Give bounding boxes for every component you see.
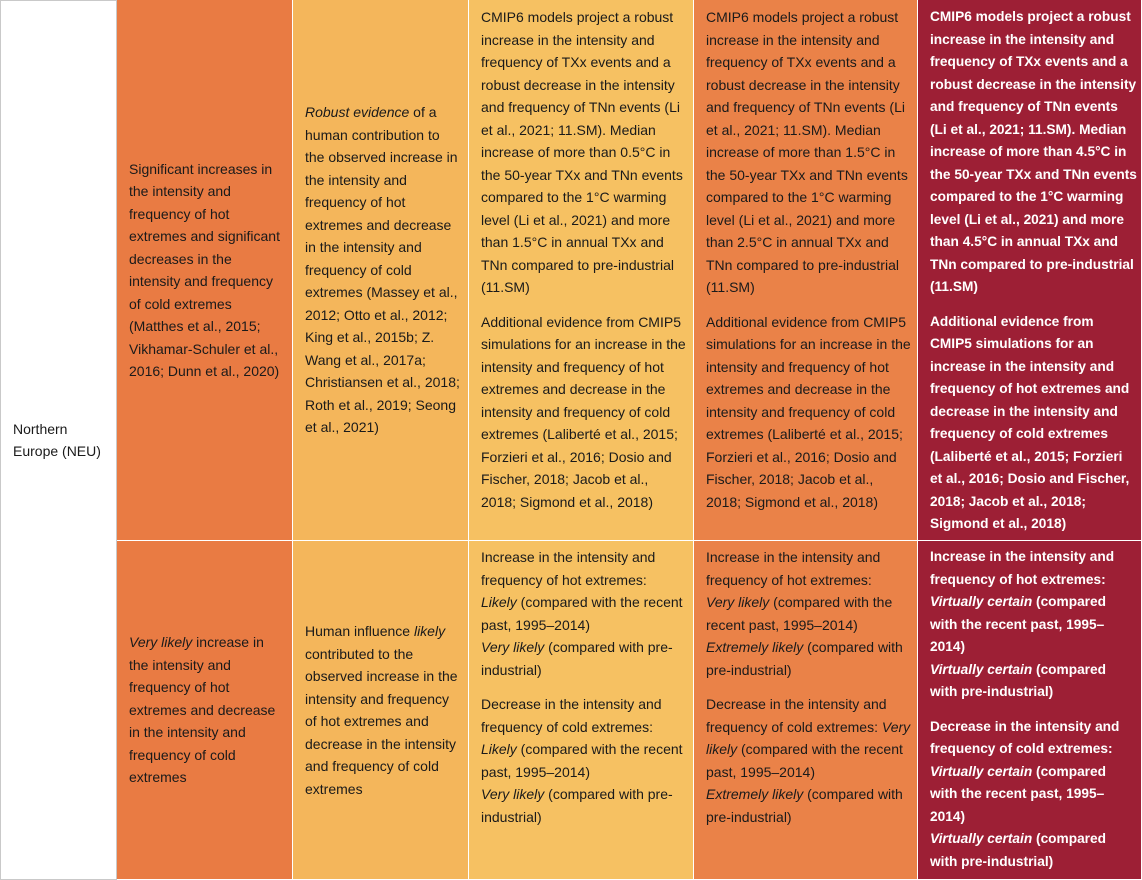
attribution-assessment-cell — [293, 541, 469, 880]
observed-assessment-detail: increase in the intensity and frequency of hot extremes and decrease in the intensity and frequency of cold extremes — [129, 634, 276, 786]
cold-recent-likelihood: Very likely — [706, 718, 911, 757]
region-name: Northern Europe (NEU) — [13, 420, 101, 459]
hot-recent-statement — [706, 591, 911, 636]
assessment-1-5c-cell — [469, 541, 694, 880]
cold-pre-likelihood: Extremely likely — [706, 786, 804, 802]
recent-tail: (compared with the recent past, 1995–2014) — [706, 741, 903, 780]
hot-recent-statement — [930, 591, 1137, 659]
hot-recent-likelihood: Likely — [481, 594, 517, 610]
hot-pre-likelihood: Virtually certain — [930, 661, 1033, 677]
pre-tail: (compared with pre-industrial) — [930, 661, 1106, 699]
observed-assessment-text — [129, 631, 286, 789]
cold-pre-statement — [706, 783, 911, 828]
observed-trend-text: Significant increases in the intensity and frequency of hot extremes and significant decreases in the intensity and frequency of cold extremes (Matthes et al., 2015; Vikhamar-Schuler et al., 2016; Dunn et al., 2020) — [129, 160, 280, 379]
pre-tail: (compared with pre-industrial) — [930, 831, 1106, 869]
attribution-cell — [293, 0, 469, 541]
hot-pre-statement — [481, 636, 687, 681]
cold-pre-statement — [481, 783, 687, 828]
assessment-4c-cell — [918, 541, 1142, 880]
cmip5-evidence-text: Additional evidence from CMIP5 simulations for an increase in the intensity and frequency of hot extremes and decrease in the intensity and frequency of cold extremes (Laliberté et al., 2015; Forzieri et al., 2016; Dosio and Fischer, 2018; Jacob et al., 2018; Sigmond et al., 2018) — [930, 313, 1130, 531]
cmip5-evidence-text: Additional evidence from CMIP5 simulations for an increase in the intensity and frequency of hot extremes and decrease in the intensity and frequency of cold extremes (Laliberté et al., 2015; Forzieri et al., 2016; Dosio and Fischer, 2018; Jacob et al., 2018; Sigmond et al., 2018) — [706, 313, 911, 510]
cmip6-projection-text: CMIP6 models project a robust increase in the intensity and frequency of TXx events and a robust decrease in the intensity and frequency of TNn events (Li et al., 2021; 11.SM). Median increase of more than 4.5°C in the 50-year TXx and TNn events compared to the 1°C warming level (Li et al., 2021) and more than 4.5°C in annual TXx and TNn compared to pre-industrial (11.SM) — [930, 9, 1137, 294]
hot-recent-likelihood: Virtually certain — [930, 594, 1033, 609]
cold-recent-likelihood: Likely — [481, 741, 517, 757]
recent-tail: (compared with the recent past, 1995–2014) — [930, 594, 1106, 654]
observed-assessment-cell — [117, 541, 293, 880]
attribution-assessment-detail: contributed to the observed increase in the intensity and frequency of hot extremes and decrease in the intensity and frequency of cold extremes — [305, 645, 458, 797]
hot-pre-statement — [930, 659, 1137, 704]
cmip6-projection-text: CMIP6 models project a robust increase in the intensity and frequency of TXx events and a robust decrease in the intensity and frequency of TNn events (Li et al., 2021; 11.SM). Median increase of more than 1.5°C in the 50-year TXx and TNn events compared to the 1°C warming level (Li et al., 2021) and more than 2.5°C in annual TXx and TNn compared to pre-industrial (11.SM) — [706, 9, 908, 295]
projection-1-5c-cell — [469, 0, 694, 541]
hot-extremes-intro: Increase in the intensity and frequency of hot extremes: — [481, 549, 656, 588]
hot-extremes-intro: Increase in the intensity and frequency of hot extremes: — [930, 549, 1115, 587]
recent-tail: (compared with the recent past, 1995–2014) — [481, 741, 683, 780]
cold-extremes-statement — [706, 693, 911, 783]
observed-confidence: Very likely — [129, 634, 193, 651]
projection-2c-cell — [694, 0, 918, 541]
cold-pre-likelihood: Virtually certain — [930, 831, 1033, 846]
observed-trend-cell — [117, 0, 293, 541]
attribution-likelihood: likely — [413, 623, 446, 639]
projection-4c-cell — [918, 0, 1142, 541]
hot-recent-likelihood: Very likely — [706, 594, 770, 610]
cold-extremes-intro: Decrease in the intensity and frequency of cold extremes: — [930, 718, 1120, 756]
cold-recent-likelihood: Virtually certain — [930, 763, 1033, 779]
hot-pre-likelihood: Very likely — [481, 639, 545, 655]
cmip5-evidence-text: Additional evidence from CMIP5 simulations for an increase in the intensity and frequency of hot extremes and decrease in the intensity and frequency of cold extremes (Laliberté et al., 2015; Forzieri et al., 2016; Dosio and Fischer, 2018; Jacob et al., 2018; Sigmond et al., 2018) — [481, 313, 686, 510]
attribution-confidence: Robust evidence — [305, 104, 410, 121]
recent-tail: (compared with the recent past, 1995–2014) — [930, 763, 1106, 824]
cold-pre-likelihood: Very likely — [481, 786, 545, 802]
hot-extremes-intro: Increase in the intensity and frequency of hot extremes: — [706, 549, 881, 588]
hot-recent-statement — [481, 591, 687, 636]
cold-pre-statement — [930, 828, 1137, 873]
cmip6-projection-text: CMIP6 models project a robust increase in the intensity and frequency of TXx events and a robust decrease in the intensity and frequency of TNn events (Li et al., 2021; 11.SM). Median increase of more than 0.5°C in the 50-year TXx and TNn events compared to the 1°C warming level (Li et al., 2021) and more than 1.5°C in annual TXx and TNn compared to pre-industrial (11.SM) — [481, 9, 683, 295]
cold-extremes-statement — [481, 693, 687, 783]
region-cell — [0, 0, 117, 880]
pre-tail: (compared with pre-industrial) — [706, 786, 903, 825]
hot-pre-likelihood: Extremely likely — [706, 639, 804, 655]
attribution-detail: of a human contribution to the observed increase in the intensity and frequency of hot extremes and decrease in the intensity and frequency of cold extremes (Massey et al., 2012; Otto et al., 2012; King et al., 2015b; Z. Wang et al., 2017a; Christiansen et al., 2018; Roth et al., 2019; Seong et al., 2021) — [305, 104, 460, 436]
hot-pre-statement — [706, 636, 911, 681]
pre-tail: (compared with pre-industrial) — [706, 639, 903, 678]
assessment-2c-cell — [694, 541, 918, 880]
cold-extremes-intro: Decrease in the intensity and frequency of cold extremes: — [481, 696, 662, 735]
attribution-lead: Human influence — [305, 623, 414, 639]
recent-tail: (compared with the recent past, 1995–2014) — [706, 594, 893, 633]
attribution-assessment-text — [305, 620, 462, 800]
attribution-text — [305, 101, 462, 439]
cold-extremes-intro: Decrease in the intensity and frequency of cold extremes: — [706, 696, 887, 735]
pre-tail: (compared with pre-industrial) — [481, 786, 673, 825]
cold-extremes-statement — [930, 716, 1137, 829]
recent-tail: (compared with the recent past, 1995–2014) — [481, 594, 683, 633]
pre-tail: (compared with pre-industrial) — [481, 639, 673, 678]
